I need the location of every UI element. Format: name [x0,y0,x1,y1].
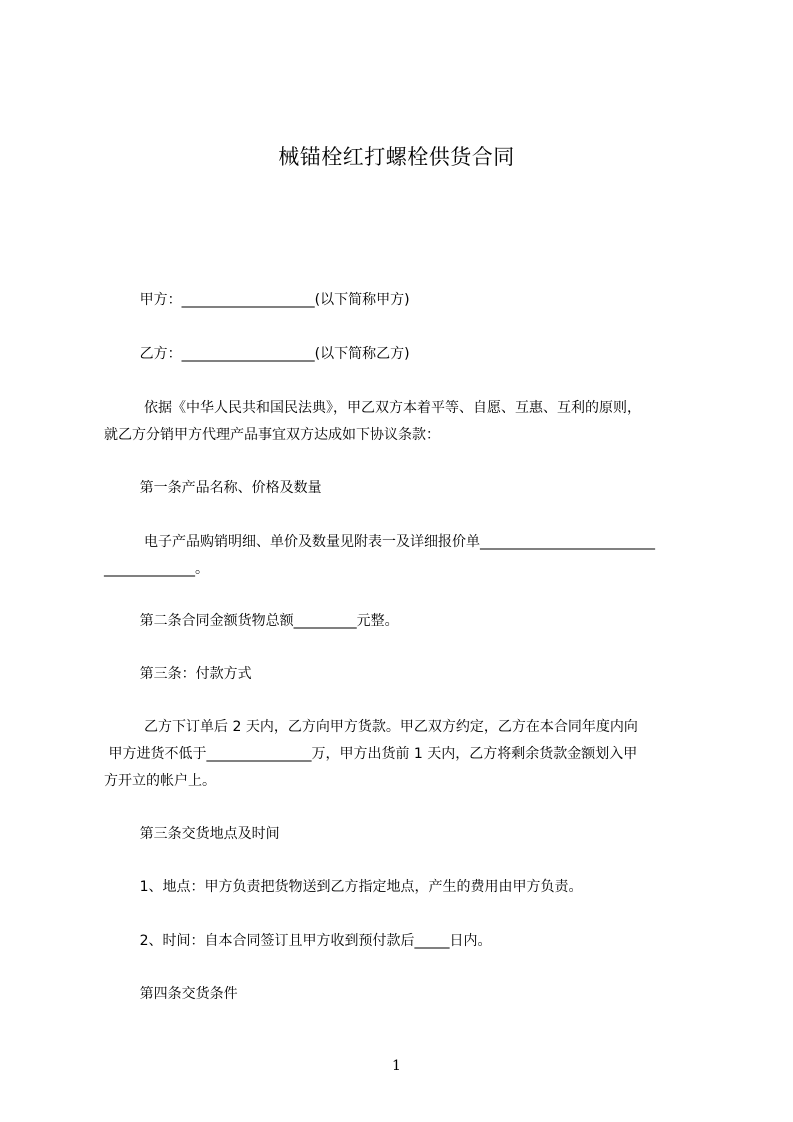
article-2-heading: 第二条合同金额货物总额_________元整。 [104,613,399,629]
payment-line-2: 甲方进货不低于_______________万，甲方出货前 1 天内，乙方将剩余货款金额划入甲 [104,746,638,762]
party-b-line: 乙方：___________________(以下简称乙方) [104,346,410,362]
delivery-location: 1、地点：甲方负责把货物送到乙方指定地点，产生的费用由甲方负责。 [104,879,583,895]
preamble-line-1: 依据《中华人民共和国民法典》，甲乙双方本着平等、自愿、互惠、互利的原则， [104,400,642,416]
payment-line-3: 方开立的帐户上。 [104,773,216,789]
article-1-body-line-2: _____________。 [104,561,209,577]
delivery-heading: 第三条交货地点及时间 [104,826,280,842]
article-1-heading: 第一条产品名称、价格及数量 [104,480,322,496]
delivery-time: 2、时间：自本合同签订且甲方收到预付款后_____日内。 [104,933,492,949]
article-4-heading: 第四条交货条件 [104,986,238,1002]
party-a-line: 甲方：___________________(以下简称甲方) [104,292,410,308]
article-1-body-line-1: 电子产品购销明细、单价及数量见附表一及详细报价单_________________________ [104,534,656,550]
payment-line-1: 乙方下订单后 2 天内，乙方向甲方货款。甲乙双方约定，乙方在本合同年度内向 [104,719,638,735]
preamble-line-2: 就乙方分销甲方代理产品事宜双方达成如下协议条款： [104,427,440,443]
document-title: 械锚栓红打螺栓供货合同 [278,145,515,169]
page-number: 1 [392,1058,401,1074]
article-3-heading: 第三条：付款方式 [104,666,252,682]
